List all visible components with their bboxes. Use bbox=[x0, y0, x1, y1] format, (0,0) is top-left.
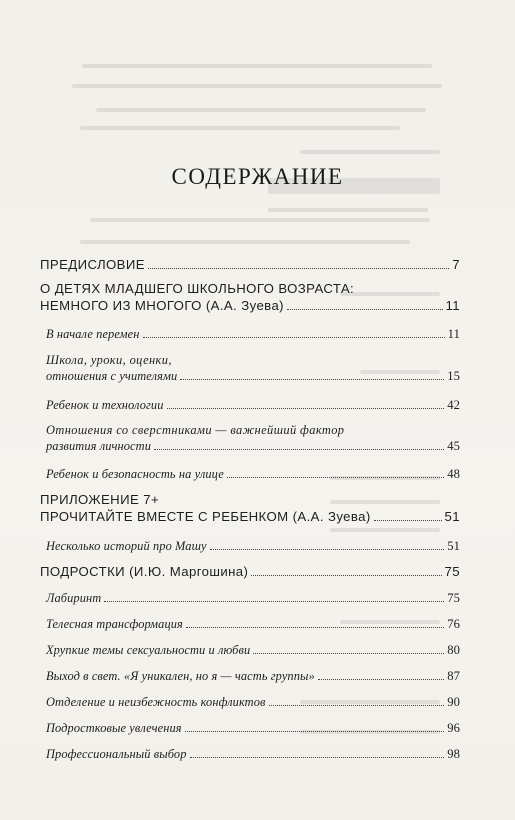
toc-entry-p3-s3[interactable] bbox=[46, 642, 460, 658]
toc-entry-p2-s1[interactable] bbox=[46, 538, 460, 554]
dot-leader bbox=[154, 449, 444, 450]
toc-page-number: 75 bbox=[447, 591, 460, 605]
toc-entry-title: Ребенок и технологии bbox=[46, 398, 164, 412]
toc-entry-title-line1: ПРИЛОЖЕНИЕ 7+ bbox=[40, 492, 160, 507]
toc-entry-title-line1: О ДЕТЯХ МЛАДШЕГО ШКОЛЬНОГО ВОЗРАСТА: bbox=[40, 281, 355, 296]
toc-page-number: 51 bbox=[444, 509, 460, 524]
toc-page-number: 90 bbox=[447, 695, 460, 709]
dot-leader bbox=[104, 601, 444, 602]
toc-page-number: 87 bbox=[447, 669, 460, 683]
dot-leader bbox=[374, 520, 442, 521]
toc-entry-p1-s3[interactable] bbox=[46, 397, 460, 413]
dot-leader bbox=[143, 337, 445, 338]
toc-entry-title-line2: ПРОЧИТАЙТЕ ВМЕСТЕ С РЕБЕНКОМ (А.А. Зуева) bbox=[40, 509, 371, 524]
dot-leader bbox=[253, 653, 444, 654]
toc-entry-p3-s4[interactable] bbox=[46, 668, 460, 684]
toc-page-number: 80 bbox=[447, 643, 460, 657]
dot-leader bbox=[251, 575, 441, 576]
toc-entry-title: Несколько историй про Машу bbox=[46, 539, 207, 553]
toc-entry-title: Телесная трансформация bbox=[46, 617, 183, 631]
toc-page-number: 98 bbox=[447, 747, 460, 761]
toc-entry-p1-s1[interactable] bbox=[46, 326, 460, 342]
dot-leader bbox=[180, 379, 444, 380]
toc-page-number: 15 bbox=[447, 369, 460, 383]
dot-leader bbox=[190, 757, 445, 758]
toc-page-number: 42 bbox=[447, 398, 460, 412]
toc-entry-title: Подростковые увлечения bbox=[46, 721, 182, 735]
toc-page-number: 48 bbox=[447, 467, 460, 481]
toc-page-number: 96 bbox=[447, 721, 460, 735]
toc-page-number: 11 bbox=[445, 298, 460, 313]
dot-leader bbox=[318, 679, 444, 680]
dot-leader bbox=[287, 309, 443, 310]
toc-entry-title: В начале перемен bbox=[46, 327, 140, 341]
toc-entry-title-line2: отношения с учителями bbox=[46, 369, 178, 383]
toc-entry-title: Профессиональный выбор bbox=[46, 747, 187, 761]
toc-page-number: 7 bbox=[452, 257, 460, 272]
toc-entry-part3[interactable] bbox=[40, 563, 460, 580]
toc-page-number: 51 bbox=[447, 539, 460, 553]
toc-entry-title: Лабиринт bbox=[46, 591, 102, 605]
toc-entry-title: Отделение и неизбежность конфликтов bbox=[46, 695, 266, 709]
toc-entry-title-line2: НЕМНОГО ИЗ МНОГОГО (А.А. Зуева) bbox=[40, 298, 284, 313]
toc-entry-part1[interactable] bbox=[40, 280, 460, 314]
toc-entry-title: Хрупкие темы сексуальности и любви bbox=[46, 643, 251, 657]
toc-entry-title-line1: Отношения со сверстниками — важнейший фактор bbox=[46, 423, 345, 437]
toc-entry-p1-s4[interactable] bbox=[46, 422, 460, 454]
toc-entry-p3-s6[interactable] bbox=[46, 720, 460, 736]
toc-entry-title-line1: Школа, уроки, оценки, bbox=[46, 353, 172, 367]
toc-entry-p1-s2[interactable] bbox=[46, 352, 460, 384]
toc-page-number: 11 bbox=[447, 327, 460, 341]
toc-entry-p1-s5[interactable] bbox=[46, 466, 460, 482]
dot-leader bbox=[210, 549, 445, 550]
dot-leader bbox=[148, 268, 449, 269]
toc-entry-part2[interactable] bbox=[40, 491, 460, 525]
toc-page-number: 76 bbox=[447, 617, 460, 631]
dot-leader bbox=[227, 477, 444, 478]
dot-leader bbox=[269, 705, 445, 706]
toc-entry-title: ПРЕДИСЛОВИЕ bbox=[40, 257, 145, 272]
toc-entry-p3-s5[interactable] bbox=[46, 694, 460, 710]
dot-leader bbox=[167, 408, 445, 409]
page-title: СОДЕРЖАНИЕ bbox=[171, 164, 344, 189]
toc-entry-title: ПОДРОСТКИ (И.Ю. Маргошина) bbox=[40, 564, 249, 579]
toc-entry-p3-s7[interactable] bbox=[46, 746, 460, 762]
toc-entry-title-line2: развития личности bbox=[46, 439, 151, 453]
dot-leader bbox=[185, 731, 445, 732]
dot-leader bbox=[186, 627, 444, 628]
toc-entry-title: Выход в свет. «Я уникален, но я — часть группы» bbox=[46, 669, 315, 683]
toc-entry-title: Ребенок и безопасность на улице bbox=[46, 467, 224, 481]
toc-entry-p3-s2[interactable] bbox=[46, 616, 460, 632]
toc-page-number: 45 bbox=[447, 439, 460, 453]
toc-entry-preface[interactable] bbox=[40, 256, 460, 273]
toc-entry-p3-s1[interactable] bbox=[46, 590, 460, 606]
toc-page-number: 75 bbox=[444, 564, 460, 579]
